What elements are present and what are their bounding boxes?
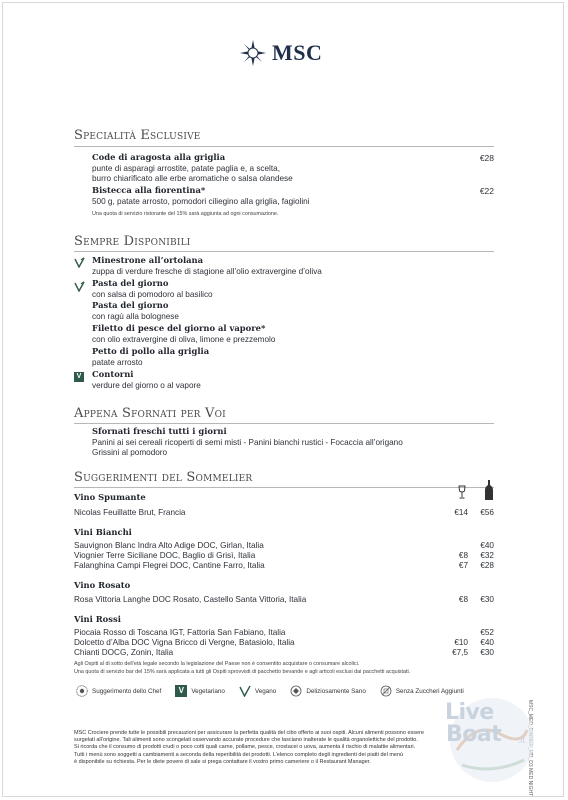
wine-glass-icon [457, 485, 467, 499]
wine-bottle-icon [484, 480, 494, 500]
item-desc: burro chiarificato alle erbe aromatiche o salsa olandese [92, 174, 293, 183]
bottle-price: €30 [480, 648, 494, 657]
bottle-price: €52 [480, 628, 494, 637]
bottle-price: €40 [480, 541, 494, 550]
item-desc: zuppa di verdure fresche di stagione all’olio extravergine d’oliva [92, 266, 322, 276]
item-price: €28 [479, 153, 494, 163]
section-title-esclusive: Specialità Esclusive [74, 128, 201, 143]
bottle-price: €56 [480, 508, 494, 517]
footer-line: Si ricorda che il consumo di prodotti crudi o poco cotti quali carne, pollame, pesce, crostacei o uova, aumenta il rischio di malattie alimentari. [74, 744, 416, 751]
vegan-icon [74, 281, 85, 292]
legend-label: Senza Zuccheri Aggiunti [395, 687, 464, 695]
wine-name: Falanghina Campi Flegrei DOC, Cantine Farro, Italia [74, 561, 265, 570]
healthy-icon [290, 685, 302, 697]
wine-name: Rosa Vittoria Langhe DOC Rosato, Castello Santa Vittoria, Italia [74, 595, 307, 604]
item-name: Minestrone all’ortolana [92, 255, 204, 265]
item-name: Bistecca alla fiorentina* [92, 185, 206, 195]
glass-price: €8 [458, 595, 468, 604]
item-desc: Panini ai sei cereali ricoperti di semi misti - Panini bianchi rustici - Focaccia all’origano [92, 437, 403, 447]
item-name: Code di aragosta alla griglia [92, 152, 226, 162]
wine-name: Chianti DOCG, Zonin, Italia [74, 648, 174, 657]
wine-name: Nicolas Feuillatte Brut, Francia [74, 508, 186, 517]
bottle-price: €30 [480, 595, 494, 604]
no-sugar-icon [380, 685, 392, 697]
item-desc: con olio extravergine di oliva, limone e prezzemolo [92, 334, 276, 344]
watermark-text: Live [445, 700, 494, 725]
bottle-price: €40 [480, 638, 494, 647]
brand-name: MSC [272, 40, 323, 65]
legend-label: Suggerimento dello Chef [92, 687, 162, 695]
bar-service-note: Una quota di servizio bar del 15% sarà applicata a tutti gli Ospiti sprovvisti di pacchetto bevande e agli articoli esclusi dai pacchetti acquistati. [74, 669, 411, 675]
section-divider [74, 487, 494, 488]
item-name: Sfornati freschi tutti i giorni [92, 426, 227, 436]
legend-label: Deliziosamente Sano [306, 687, 366, 695]
menu-item [92, 255, 472, 277]
section-divider [74, 423, 494, 424]
wine-name: Dolcetto d’Alba DOC Vigna Bricco di Vergne, Batasiolo, Italia [74, 638, 295, 647]
vegan-icon [74, 257, 85, 268]
msc-logo [240, 40, 322, 66]
legend-item [290, 685, 366, 697]
menu-item [92, 369, 472, 391]
bottle-price: €32 [480, 551, 494, 560]
menu-item [92, 278, 472, 300]
menu-item [92, 323, 472, 345]
section-title-disponibili: Sempre Disponibili [74, 234, 191, 249]
chef-icon [76, 685, 88, 697]
bottle-price: €28 [480, 561, 494, 570]
wine-group-title: Vini Rossi [74, 614, 121, 624]
menu-item [92, 346, 472, 368]
vegan-icon [239, 685, 251, 697]
legend-label: Vegetariano [191, 687, 225, 695]
menu-item [92, 426, 472, 459]
section-title-sommelier: Suggerimenti del Sommelier [74, 470, 253, 485]
compass-rose-icon [240, 40, 266, 66]
legend-item [239, 685, 276, 697]
wine-name: Sauvignon Blanc Indra Alto Adige DOC, Girlan, Italia [74, 541, 264, 550]
vegetarian-icon: V [74, 372, 84, 382]
item-price: €22 [479, 186, 494, 196]
glass-price: €10 [454, 638, 468, 647]
item-name: Filetto di pesce del giorno al vapore* [92, 323, 266, 333]
item-desc: 500 g, patate arrosto, pomodori ciliegino alla griglia, fagiolini [92, 196, 310, 206]
glass-price: €7 [458, 561, 468, 570]
item-name: Pasta del giorno [92, 300, 169, 310]
footer-line: MSC Crociere prende tutte le possibili precauzioni per assicurare la perfetta qualità del cibo offerto ai suoi ospiti. Alcuni alimenti possono essere [74, 730, 424, 736]
glass-price: €8 [458, 551, 468, 560]
legend-label: Vegano [254, 687, 277, 695]
footer-line: surgelati all’origine. Tali alimenti sono scongelati osservando accurate procedure che lasciano inalterate le qualità organolettiche del prodotto. [74, 737, 418, 744]
watermark-text: Boat [446, 722, 502, 747]
dietary-legend [76, 685, 478, 697]
item-name: Pasta del giorno [92, 278, 169, 288]
item-desc: verdure del giorno o al vapore [92, 380, 201, 390]
menu-item [92, 152, 472, 185]
section-divider [74, 146, 494, 147]
item-desc: patate arrosto [92, 357, 143, 367]
footer-line: Tutti i menù sono soggetti a cambiamenti a seconda della reperibilità dei prodotti. L’elenco completo degli ingredienti dei piatti del menù [74, 751, 404, 758]
legend-item [76, 685, 161, 697]
wine-name: Viognier Terre Siciliane DOC, Baglio di Grisì, Italia [74, 551, 256, 560]
service-note: Una quota di servizio ristorante del 15% sarà aggiunta ad ogni consumazione. [92, 211, 279, 217]
item-desc: Grissini al pomodoro [92, 448, 168, 457]
watermark-suffix: .it [518, 735, 526, 745]
legend-item [175, 685, 225, 697]
wine-group-title: Vini Bianchi [74, 527, 132, 537]
item-desc: con salsa di pomodoro al basilico [92, 289, 213, 299]
menu-item [92, 185, 472, 207]
glass-price: €7,5 [452, 648, 468, 657]
item-name: Petto di pollo alla griglia [92, 346, 210, 356]
section-title-sfornati: Appena Sfornati per Voi [74, 406, 226, 421]
footer-line: è disponibile su richiesta. Per le diete povere di sale si prega contattare il vostro primo cameriere o il Restaurant Manager. [74, 758, 371, 765]
item-name: Contorni [92, 369, 134, 379]
menu-item [92, 300, 472, 322]
item-desc: punte di asparagi arrostite, patate paglia e, a scelta, [92, 163, 280, 173]
wine-group-title: Vino Spumante [74, 492, 146, 502]
section-divider [74, 251, 494, 252]
page-frame [2, 2, 564, 797]
alcohol-legal-note: Agli Ospiti al di sotto dell’età legale secondo la legislazione del Paese non è consentito acquistare o consumare alcolici. [74, 661, 360, 667]
glass-price: €14 [454, 508, 468, 517]
vegetarian-icon: V [175, 685, 187, 697]
item-desc: con ragù alla bolognese [92, 311, 179, 321]
wine-name: Piocaia Rosso di Toscana IGT, Fattoria San Fabiano, Italia [74, 628, 286, 637]
wine-group-title: Vino Rosato [74, 580, 131, 590]
